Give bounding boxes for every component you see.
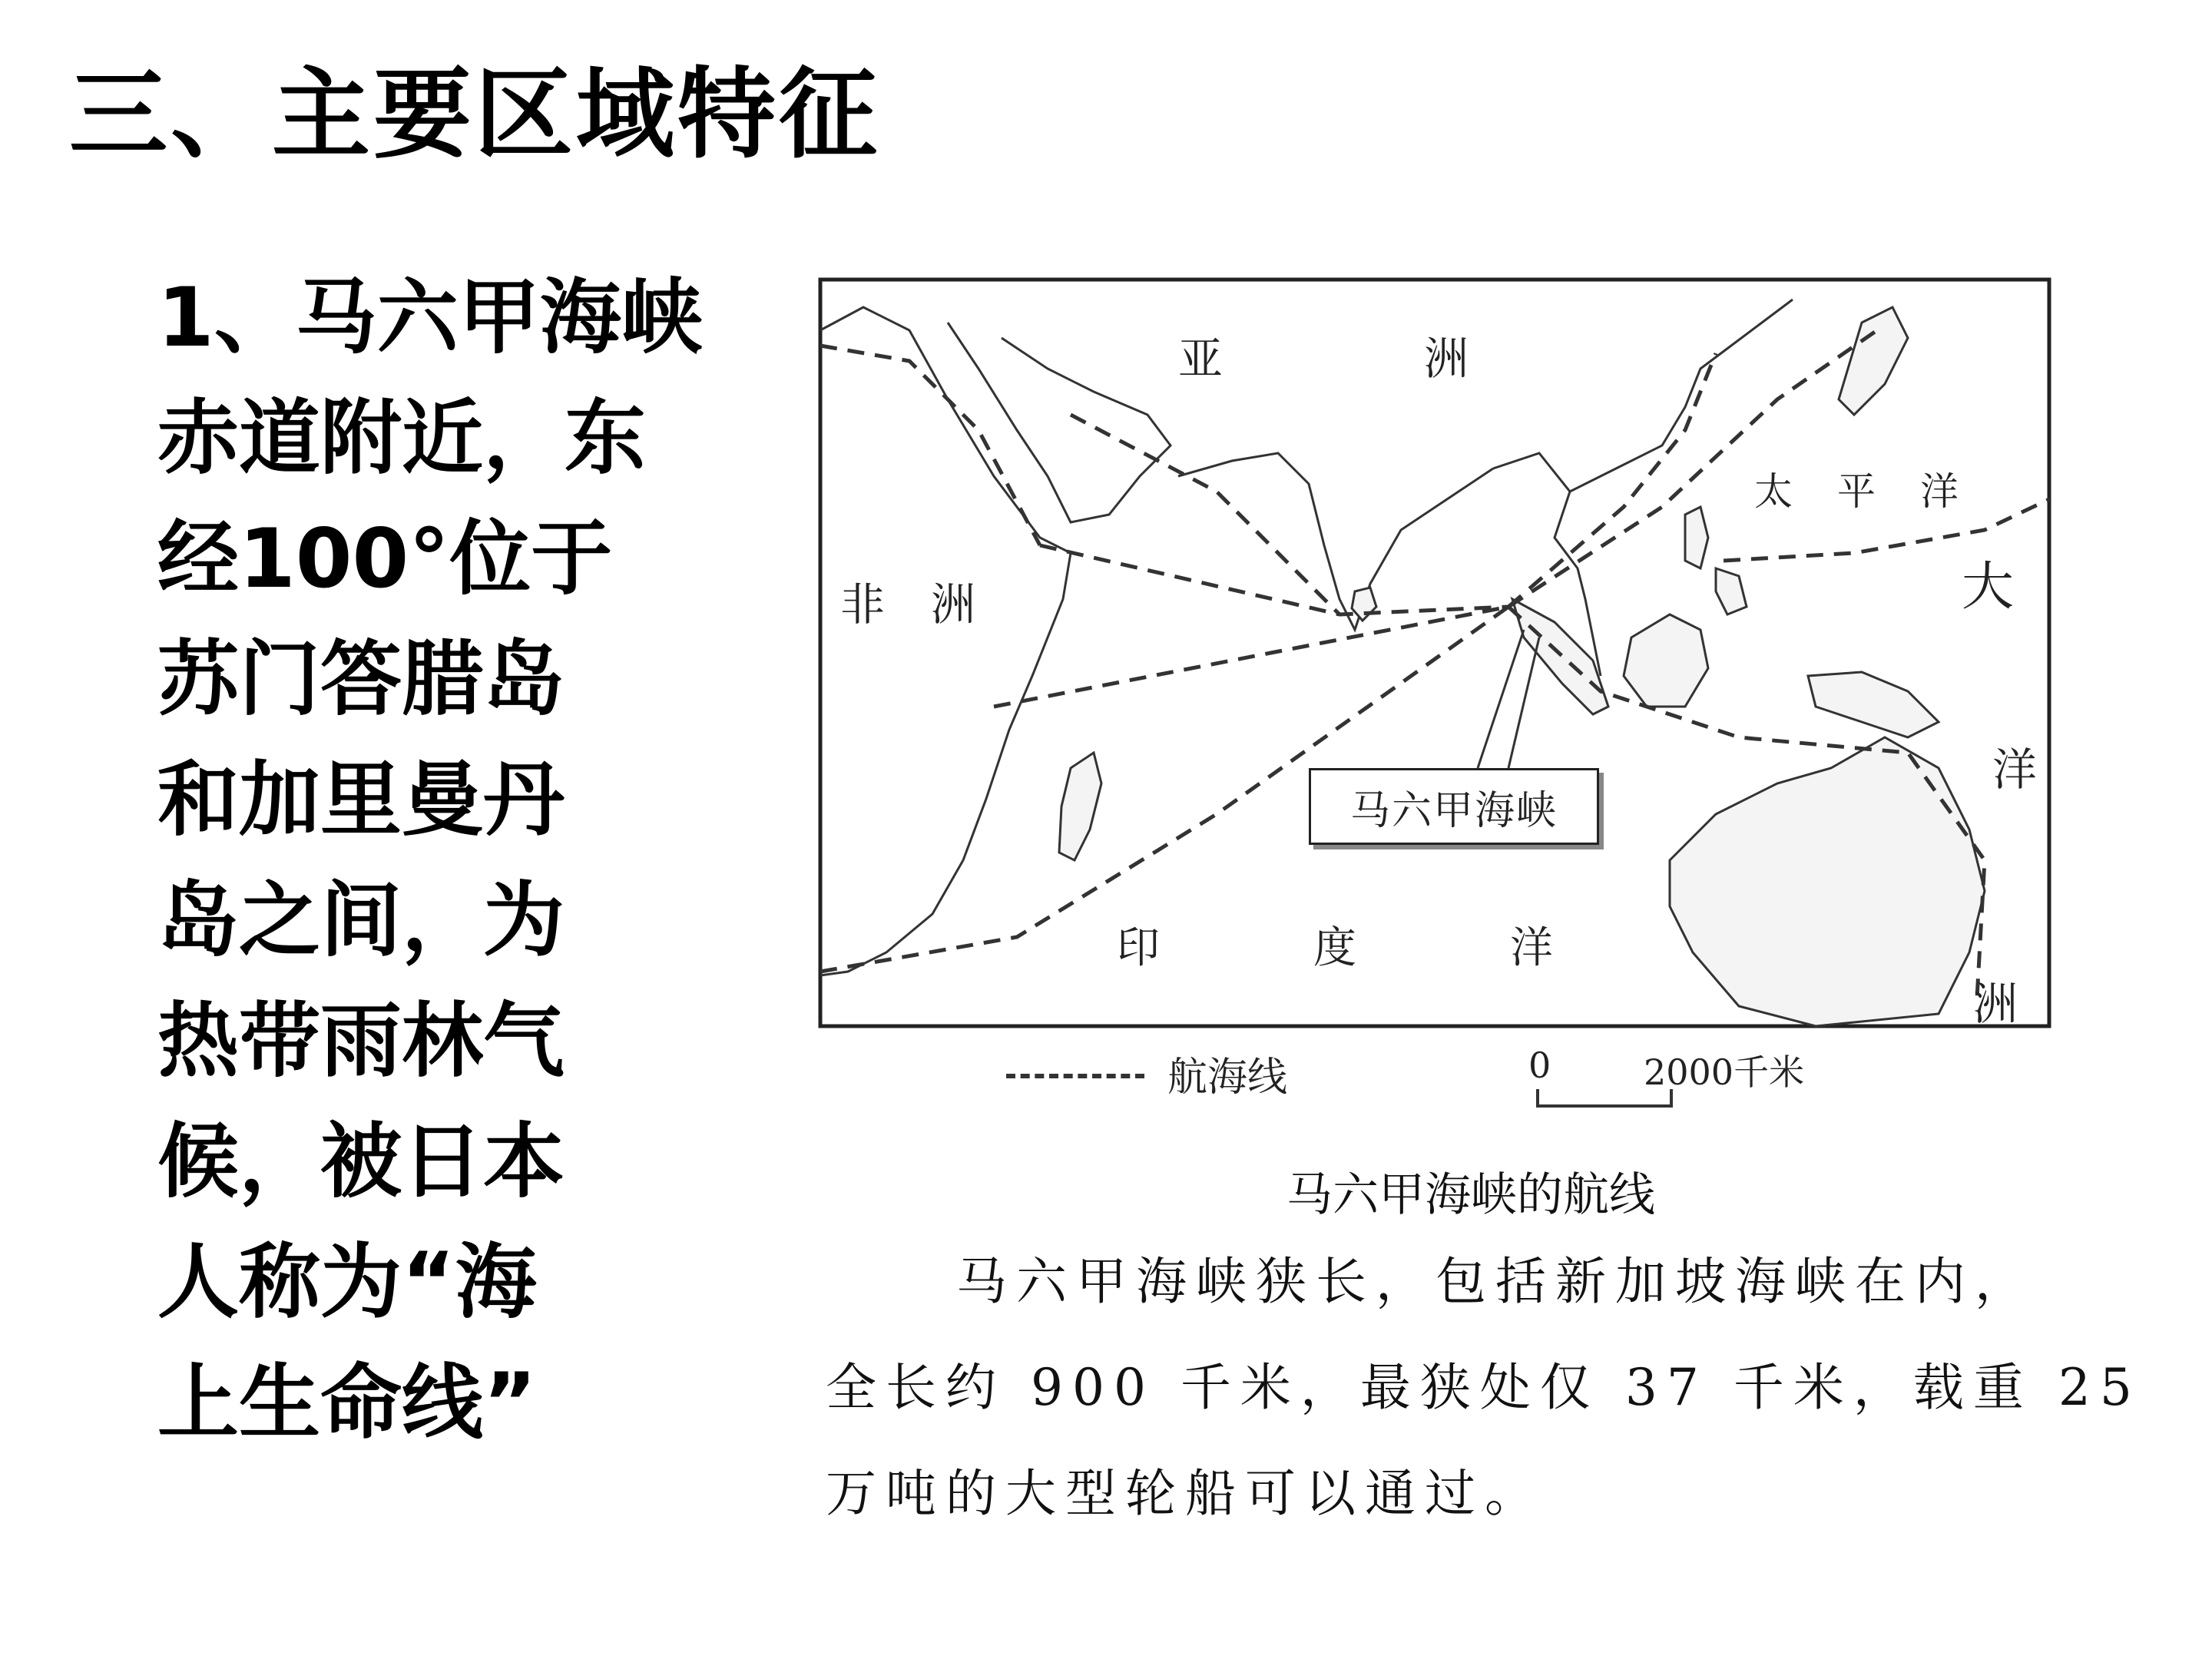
strait-description (826, 1229, 2141, 1547)
body-line: 岛之间，为 (157, 873, 565, 968)
label-africa: 非洲 (840, 578, 1022, 631)
label-oceania-zhou: 洲 (1973, 978, 2018, 1030)
body-line: 赤道附近，东 (157, 391, 646, 485)
label-oceania-da: 大 (1962, 557, 2015, 618)
description-line: 全长约 900 千米，最狭处仅 37 千米，载重 25 (826, 1358, 2141, 1417)
scale-max: 2000千米 (1644, 1051, 1805, 1093)
body-line: 热带雨林气 (157, 994, 565, 1088)
scale-zero: 0 (1528, 1045, 1551, 1086)
description-line: 马六甲海峡狭长，包括新加坡海峡在内， (956, 1252, 2035, 1311)
map-caption: 马六甲海峡的航线 (1286, 1168, 1655, 1222)
malacca-route-map (817, 276, 2052, 1029)
body-line: 苏门答腊岛 (157, 632, 565, 727)
body-line: 上生命线” (157, 1356, 537, 1450)
slide-title: 三、主要区域特征 (69, 58, 881, 172)
label-asia-suffix: 洲 (1424, 333, 1469, 385)
body-line: 候，被日本 (157, 1114, 565, 1209)
body-text (157, 257, 772, 1463)
label-asia: 亚 (1178, 333, 1224, 385)
legend-dashed-line (1006, 1074, 1144, 1078)
body-line: 经100°位于 (157, 512, 613, 606)
body-line: 人称为“海 (157, 1235, 537, 1330)
label-oceania-yang: 洋 (1992, 743, 2038, 796)
description-line: 万吨的大型轮船可以通过。 (826, 1464, 1545, 1523)
legend-route-label: 航海线 (1167, 1055, 1288, 1101)
strait-label-box: 马六甲海峡 (1309, 768, 1599, 845)
body-line: 1、马六甲海峡 (157, 270, 703, 365)
label-indian-ocean: 印度洋 (1117, 923, 1707, 973)
body-line: 和加里曼丹 (157, 753, 565, 847)
label-pacific-ocean: 太平洋 (1754, 469, 2003, 514)
map-legend (1006, 1045, 1851, 1106)
